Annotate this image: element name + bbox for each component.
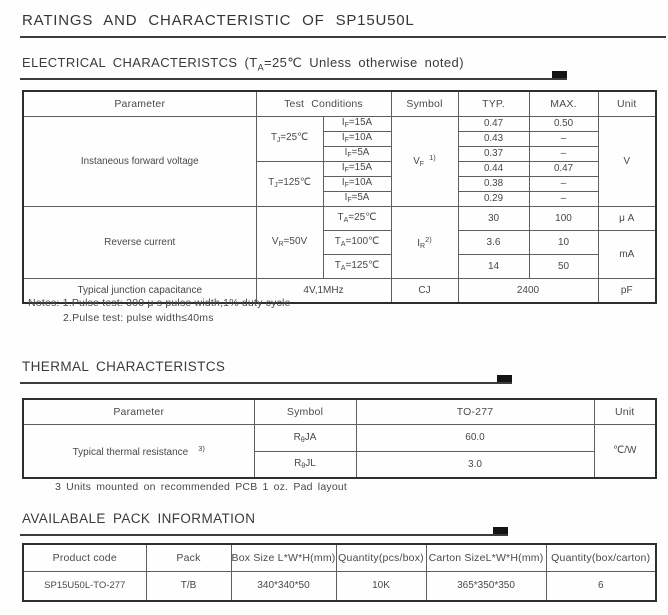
param-forward-voltage: Instaneous forward voltage (23, 116, 256, 206)
param-junction-capacitance: Typical junction capacitance (23, 278, 256, 303)
ir-typ-3: 14 (458, 254, 529, 278)
cond-if10-2: $I_F=10A$ (323, 176, 391, 191)
cond-ta25: $T_A=25℃$ (323, 206, 391, 230)
thermal-underline (20, 382, 512, 384)
thermal-header-unit: Unit (594, 399, 656, 424)
pack-qty-box: 10K (336, 571, 426, 601)
symbol-vf: $V_F^{1)}$ (391, 116, 458, 206)
rthja-value: 60.0 (356, 424, 594, 451)
vf-typ-4: 0.44 (458, 161, 529, 176)
pack-header-box-size: Box Size L*W*H(mm) (231, 544, 336, 571)
vf-max-3: – (529, 146, 598, 161)
electrical-heading: ELECTRICAL CHARACTERISTCS ($T_A=25℃$ Unless otherwise noted) (22, 55, 464, 73)
pack-underline-endcap (493, 527, 508, 534)
symbol-rthja: $R_\theta JA$ (254, 424, 356, 451)
pack-header-carton-size: Carton SizeL*W*H(mm) (426, 544, 546, 571)
thermal-header-parameter: Parameter (23, 399, 254, 424)
pack-underline (20, 534, 508, 536)
unit-ma: mA (598, 230, 656, 278)
pack-carton-size: 365*350*350 (426, 571, 546, 601)
vf-typ-6: 0.29 (458, 191, 529, 206)
ir-max-2: 10 (529, 230, 598, 254)
vf-max-6: – (529, 191, 598, 206)
header-unit: Unit (598, 91, 656, 116)
ir-max-3: 50 (529, 254, 598, 278)
vf-max-5: – (529, 176, 598, 191)
ir-max-1: 100 (529, 206, 598, 230)
thermal-heading: THERMAL CHARACTERISTCS (22, 359, 226, 374)
header-parameter: Parameter (23, 91, 256, 116)
thermal-unit: ℃/W (594, 424, 656, 478)
vf-typ-5: 0.38 (458, 176, 529, 191)
pack-box-size: 340*340*50 (231, 571, 336, 601)
cond-tj125: $T_J=125℃$ (256, 161, 323, 206)
pack-pack: T/B (146, 571, 231, 601)
cond-if5-2: $I_F=5A$ (323, 191, 391, 206)
thermal-header-package: TO-277 (356, 399, 594, 424)
pack-heading: AVAILABALE PACK INFORMATION (22, 511, 256, 526)
header-test-conditions: Test Conditions (256, 91, 391, 116)
cond-ta125: $T_A=125℃$ (323, 254, 391, 278)
cond-capacitance: 4V,1MHz (256, 278, 391, 303)
cj-value: 2400 (458, 278, 598, 303)
header-max: MAX. (529, 91, 598, 116)
cond-if15-2: $I_F=15A$ (323, 161, 391, 176)
page-title: RATINGS AND CHARACTERISTIC OF SP15U50L (22, 12, 415, 29)
thermal-note: 3 Units mounted on recommended PCB 1 oz. Pad layout (55, 481, 348, 493)
cond-ta100: $T_A=100℃$ (323, 230, 391, 254)
param-thermal-resistance: Typical thermal resistance $^{3)}$ (23, 424, 254, 478)
ir-typ-2: 3.6 (458, 230, 529, 254)
vf-typ-3: 0.37 (458, 146, 529, 161)
unit-ua: μ A (598, 206, 656, 230)
thermal-header-symbol: Symbol (254, 399, 356, 424)
symbol-rthjl: $R_\theta JL$ (254, 451, 356, 478)
cond-tj25: $T_J=25℃$ (256, 116, 323, 161)
vf-typ-1: 0.47 (458, 116, 529, 131)
unit-pf: pF (598, 278, 656, 303)
vf-max-1: 0.50 (529, 116, 598, 131)
rthjl-value: 3.0 (356, 451, 594, 478)
header-symbol: Symbol (391, 91, 458, 116)
cond-vr50: $V_R=50V$ (256, 206, 323, 278)
cond-if15: $I_F=15A$ (323, 116, 391, 131)
pack-table (22, 543, 657, 602)
pack-product-code: SP15U50L-TO-277 (23, 571, 146, 601)
symbol-cj: CJ (391, 278, 458, 303)
thermal-table (22, 398, 657, 479)
electrical-note-2: 2.Pulse test: pulse width≤40ms (63, 312, 214, 324)
vf-max-2: – (529, 131, 598, 146)
unit-vf: V (598, 116, 656, 206)
cond-if10: $I_F=10A$ (323, 131, 391, 146)
pack-header-qty-carton: Quantity(box/carton) (546, 544, 656, 571)
pack-header-product-code: Product code (23, 544, 146, 571)
header-typ: TYP. (458, 91, 529, 116)
param-reverse-current: Reverse current (23, 206, 256, 278)
title-underline (20, 36, 666, 38)
ir-typ-1: 30 (458, 206, 529, 230)
vf-typ-2: 0.43 (458, 131, 529, 146)
electrical-table (22, 90, 657, 304)
electrical-underline-endcap (552, 71, 567, 78)
pack-qty-carton: 6 (546, 571, 656, 601)
symbol-ir: $I_R^{2)}$ (391, 206, 458, 278)
electrical-underline (20, 78, 567, 80)
electrical-note-1: Notes: 1.Pulse test: 300 μ s pulse width,1% duty cycle (28, 297, 291, 309)
vf-max-4: 0.47 (529, 161, 598, 176)
pack-header-qty-box: Quantity(pcs/box) (336, 544, 426, 571)
thermal-underline-endcap (497, 375, 512, 382)
pack-header-pack: Pack (146, 544, 231, 571)
cond-if5: $I_F=5A$ (323, 146, 391, 161)
